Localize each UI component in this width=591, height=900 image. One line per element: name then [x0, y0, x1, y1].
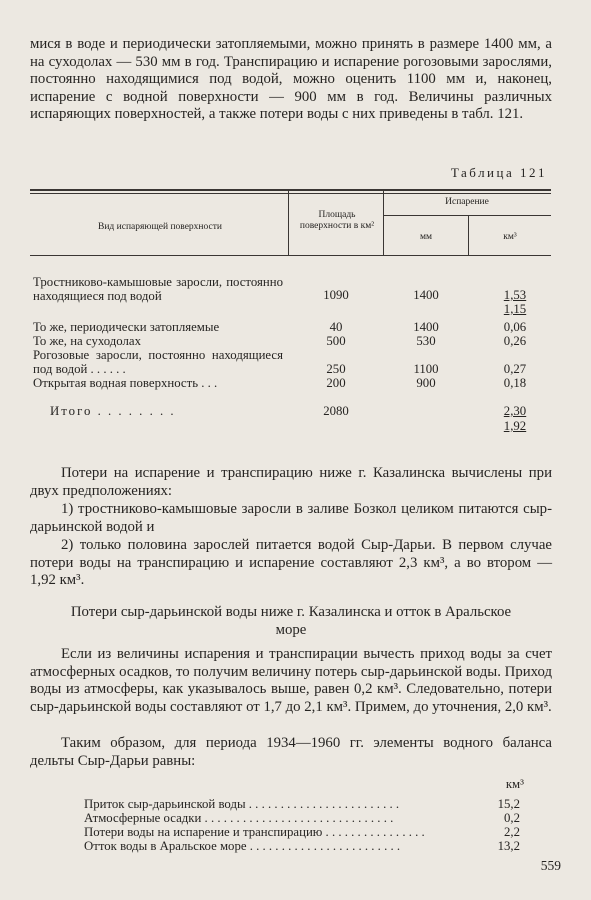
- row-4-label: Рогозовые заросли, постоянно находящиеся под водой . . . . . .: [33, 348, 283, 376]
- row-3-km3: 0,26: [503, 334, 527, 348]
- evap-subheader-rule: [383, 215, 551, 216]
- row-5-km3: 0,18: [503, 376, 527, 390]
- balance-item-4-value: 13,2: [497, 839, 520, 853]
- intro-paragraph: мися в воде и периодически затопляемыми, можно принять в размере 1400 мм, а на суходолах — 530 мм в год. Транспирацию и испарение рогозовыми зарослями, постоянно находящимися под водой, можно оценить 1100 мм и, наконец, испарение с водной поверхности — 900 мм в год. Величины различных испаряющих поверхностей, а также потери воды с них приведены в табл. 121.: [30, 36, 552, 123]
- total-label: Итого . . . . . . . .: [50, 404, 176, 418]
- col-divider-1: [288, 191, 289, 255]
- balance-item-3-label: Потери воды на испарение и транспирацию . . . . . . . . . . . . . . . .: [84, 826, 425, 839]
- paragraph-assumptions: Потери на испарение и транспирацию ниже г. Казалинска вычислены при двух предположениях:: [30, 465, 552, 499]
- balance-item-1-value: 15,2: [497, 797, 520, 811]
- col-divider-2: [383, 191, 384, 255]
- paragraph-balance-intro: Таким образом, для периода 1934—1960 гг. элементы водного баланса дельты Сыр-Дарьи равны:: [30, 735, 552, 769]
- col-divider-3: [468, 216, 469, 255]
- table-top-rule: [30, 189, 551, 191]
- row-1-area: 1090: [323, 288, 349, 302]
- row-2-label: То же, периодически затопляемые: [33, 320, 220, 334]
- balance-item-2-label: Атмосферные осадки . . . . . . . . . . . . . . . . . . . . . . . . . . . . . .: [84, 812, 394, 825]
- row-1-label: Тростниково-камышовые заросли, постоянно находящиеся под водой: [33, 275, 283, 303]
- page-number: 559: [540, 858, 561, 873]
- header-km3: км³: [503, 232, 517, 242]
- row-3-label: То же, на суходолах: [33, 334, 141, 348]
- balance-item-4-label: Отток воды в Аральское море . . . . . . . . . . . . . . . . . . . . . . . .: [84, 840, 401, 853]
- row-4-area: 250: [326, 362, 346, 376]
- balance-item-3-value: 2,2: [504, 825, 520, 839]
- balance-item-1-label: Приток сыр-дарьинской воды . . . . . . . . . . . . . . . . . . . . . . . .: [84, 798, 400, 811]
- balance-unit: км³: [505, 777, 524, 791]
- row-5-label: Открытая водная поверхность . . .: [33, 376, 218, 390]
- paragraph-assumption-1: 1) тростниково-камышовые заросли в заливе Бозкол целиком питаются сыр-дарьинской водой и: [30, 501, 552, 535]
- row-5-area: 200: [326, 376, 346, 390]
- balance-item-2-value: 0,2: [504, 811, 520, 825]
- table-caption: Таблица 121: [450, 165, 547, 180]
- row-2-area: 40: [329, 320, 343, 334]
- row-5-mm: 900: [416, 376, 436, 390]
- header-surface: Вид испаряющей поверхности: [98, 222, 222, 232]
- total-area: 2080: [323, 404, 349, 418]
- row-2-mm: 1400: [413, 320, 439, 334]
- row-3-area: 500: [326, 334, 346, 348]
- section-title: Потери сыр-дарьинской воды ниже г. Казалинска и отток в Аральское море: [70, 604, 512, 638]
- row-1-mm: 1400: [413, 288, 439, 302]
- header-area: Площадь поверхности в км²: [299, 210, 375, 231]
- header-mm: мм: [419, 232, 433, 242]
- header-evaporation: Испарение: [445, 197, 489, 207]
- table-header-rule: [30, 255, 551, 256]
- row-1-km3: 1,53: [503, 288, 527, 302]
- row-3-mm: 530: [416, 334, 436, 348]
- row-4-mm: 1100: [413, 362, 439, 376]
- paragraph-losses: Если из величины испарения и транспирации вычесть приход воды за счет атмосферных осадков, то получим величину потерь сыр-дарьинской воды. Приход воды из атмосферы, как указывалось выше, равен 0,2 км³. Следовательно, потери сыр-дарьинской воды составляют от 1,7 до 2,1 км³. Примем, до уточнения, 2,0 км³.: [30, 646, 552, 715]
- table-top-rule-2: [30, 193, 551, 194]
- row-4-km3: 0,27: [503, 362, 527, 376]
- total-km3-alt: 1,92: [503, 419, 527, 433]
- paragraph-assumption-2: 2) только половина зарослей питается водой Сыр-Дарьи. В первом случае потери воды на транспирацию и испарение составляют 2,3 км³, а во втором — 1,92 км³.: [30, 537, 552, 589]
- total-km3: 2,30: [503, 404, 527, 418]
- row-2-km3: 0,06: [503, 320, 527, 334]
- row-1-km3-alt: 1,15: [503, 302, 527, 316]
